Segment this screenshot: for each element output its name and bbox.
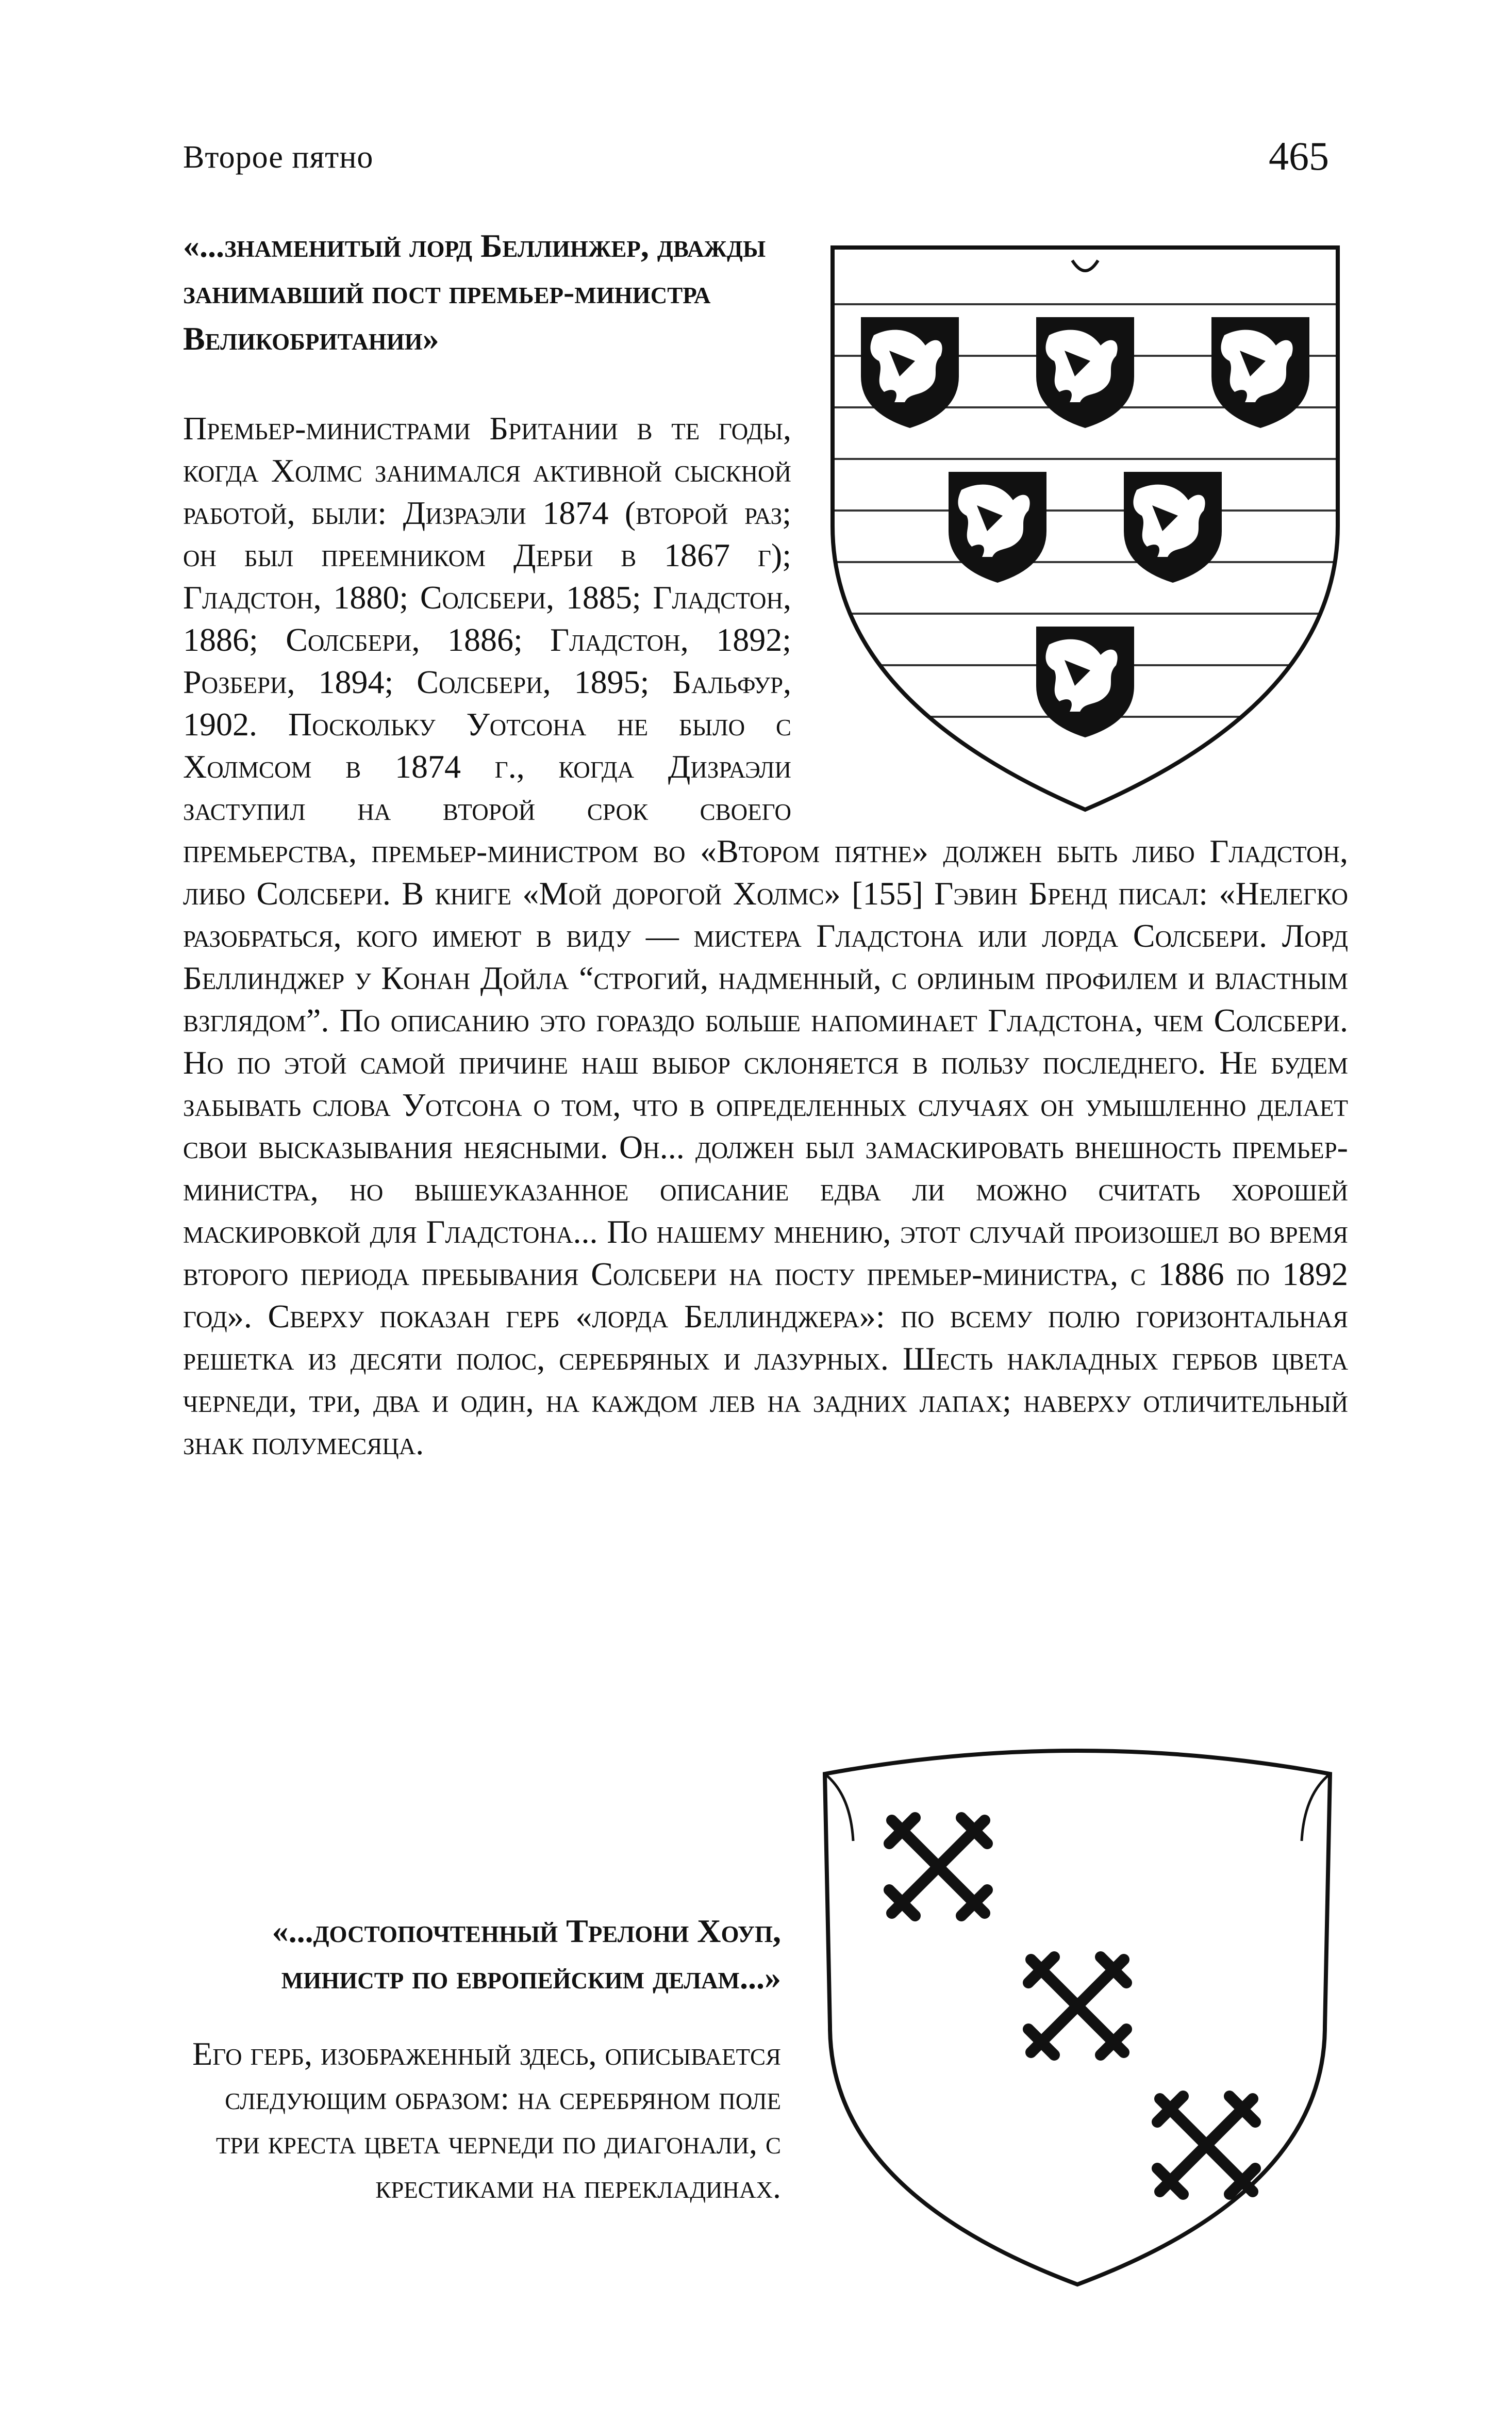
section-text-trelawney: Его герб, изображенный здесь, описывается следующим образом: на серебряном поле три креста цвета черneди по диагонали, с крестиками на перекладинах.: [192, 2035, 781, 2205]
running-header: Второе пятно: [183, 140, 374, 175]
page-number: 465: [1269, 134, 1329, 178]
section-body-bellinger: [183, 407, 1348, 1465]
coat-of-arms-crosses-icon: [815, 1738, 1340, 2295]
section-trelawney-hope: [183, 1908, 781, 2209]
section-text-bellinger: Премьер-министрами Британии в те годы, когда Холмс занимался активной сыскной работой, были: Дизраэли 1874 (второй раз; он был преемником Дерби в 1867 г); Гладстон, 1880; Солсбери, 1885; Гладстон, 1886; Солсбери, 1886; Гладстон, 1892; Розбери, 1894; Солсбери, 1895; Бальфур, 1902. Поскольку Уотсона не было с Холмсом в 1874 г., когда Дизраэли заступил на второй срок своего премьерства, премьер-министром во «Втором пятне» должен быть либо Гладстон, либо Солсбери. В книге «Мой дорогой Холмс» [155] Гэвин Бренд писал: «Нелегко разобраться, кого имеют в виду — мистера Гладстона или лорда Солсбери. Лорд Беллинджер у Конан Дойла “строгий, надменный, с орлиным профилем и властным взглядом”. По описанию это гораздо больше напоминает Гладстона, чем Солсбери. Но по этой самой причине наш выбор склоняется в пользу последнего. Не будем забывать слова Уотсона о том, что в определенных случаях он умышленно делает свои высказывания неясными. Он... должен был замаскировать внешность премьер-министра, но вышеуказанное описание едва ли можно считать хорошей маскировкой для Гладстона... По нашему мнению, этот случай произошел во время второго периода пребывания Солсбери на посту премьер-министра, с 1886 по 1892 год». Сверху показан герб «лорда Беллинджера»: по всему полю горизонтальная решетка из десяти полос, серебряных и лазурных. Шесть накладных гербов цвета черneди, три, два и один, на каждом лев на задних лапах; наверху отличительный знак полумесяца.: [183, 410, 1348, 1461]
coat-of-arms-lions-icon: [822, 237, 1348, 820]
section-heading-trelawney: «...достопочтенный Трелони Хоуп, министр по европейским делам...»: [272, 1913, 781, 1996]
section-heading-bellinger: «...знаменитый лорд Беллинжер, дважды занимавший пост премьер-министра Великобритании»: [183, 227, 766, 357]
